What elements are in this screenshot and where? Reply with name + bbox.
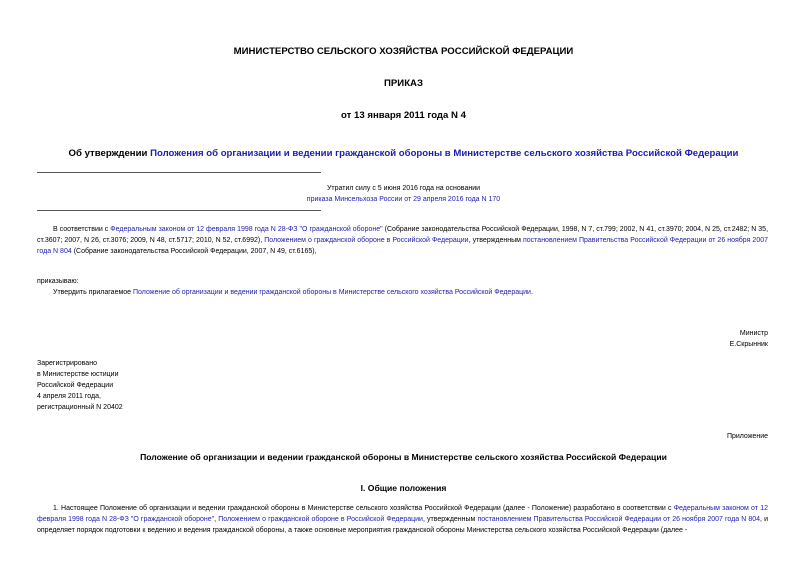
appendix-text-3: , утвержденным [422,516,478,524]
preamble-text-1: В соответствии с [53,226,111,233]
appendix-text-2: , [214,516,219,524]
federal-law-link[interactable]: Федеральным законом от 12 февраля 1998 года N 28-ФЗ "О гражданской обороне" [110,226,383,233]
preamble-text-2: (Собрание законодательства Российской Федерации, 1998, N 7, ст.799; 2002, N 41, ст.3970; 2004, N 25, ст.2482; N 35, ст.3607; 2007, N 26, ст.3076; 2009, N 48, ст.5717; 2010, N 52, ст.6992), [37,226,769,245]
divider-top [37,172,321,173]
civil-defense-regulation-link[interactable]: Положением о гражданской обороне в Российской Федерации [264,237,469,245]
appendix-federal-law-link[interactable]: Федеральным законом от 12 февраля 1998 года N 28-ФЗ "О гражданской обороне" [37,505,768,524]
status-link-line [0,194,807,205]
section-heading: I. Общие положения [360,483,447,493]
title-link[interactable]: Положения об организации и ведении гражданской обороны в Министерстве сельского хозяйства Российской Федерации [150,148,739,159]
registration-line: 4 апреля 2011 года, [37,393,101,400]
registration-line: регистрационный N 20402 [37,404,123,411]
appendix-civil-defense-link[interactable]: Положением о гражданской обороне в Российской Федерации [218,516,423,524]
preamble-paragraph [37,224,768,258]
registration-line: Зарегистрировано [37,360,97,367]
title-prefix: Об утверждении [68,148,151,159]
approved-regulation-link[interactable]: Положение об организации и ведении гражданской обороны в Министерстве сельского хозяйства Российской Федерации [133,289,531,296]
appendix-title: Положение об организации и ведении гражданской обороны в Министерстве сельского хозяйства Российской Федерации [140,452,667,462]
appendix-label: Приложение [726,433,768,440]
document-title [0,148,807,159]
registration-block [37,358,123,413]
order-text-2: . [530,289,533,296]
signature-position: Министр [739,330,768,337]
status-text: Утратил силу с 5 июня 2016 года на основании [326,185,481,192]
appendix-government-decree-link[interactable]: постановлением Правительства Российской Федерации от 26 ноября 2007 года N 804 [477,516,761,524]
registration-line: Российской Федерации [37,382,114,389]
appendix-text-4: , и определяет порядок подготовки к ведению и ведения гражданской обороны, а также основные мероприятия гражданской обороны Министерства сельского хозяйства Российской Федерации (далее - [37,516,768,535]
ministry-heading: МИНИСТЕРСТВО СЕЛЬСКОГО ХОЗЯЙСТВА РОССИЙСКОЙ ФЕДЕРАЦИИ [233,46,574,57]
order-paragraph [53,287,533,298]
registration-line: в Министерстве юстиции [37,371,119,378]
order-word: приказываю: [37,278,79,285]
preamble-text-4: (Собрание законодательства Российской Федерации, 2007, N 49, ст.6165), [71,248,317,256]
appendix-text-1: 1. Настоящее Положение об организации и ведении гражданской обороны в Министерстве сельского хозяйства Российской Федерации (далее - Положение) разработано в соответствии с [53,505,674,512]
appendix-paragraph-1 [37,503,768,537]
divider-bottom [37,210,321,211]
order-text-1: Утвердить прилагаемое [53,289,134,296]
signature-name: Е.Скрынник [729,341,768,348]
preamble-text-3: , утвержденным [468,237,523,245]
government-decree-link[interactable]: постановлением Правительства Российской Федерации от 26 ноября 2007 года N 804 [37,237,769,256]
document-date-number: от 13 января 2011 года N 4 [341,110,466,121]
status-link[interactable]: приказа Минсельхоза России от 29 апреля 2016 года N 170 [306,196,501,203]
document-type: ПРИКАЗ [384,78,423,89]
